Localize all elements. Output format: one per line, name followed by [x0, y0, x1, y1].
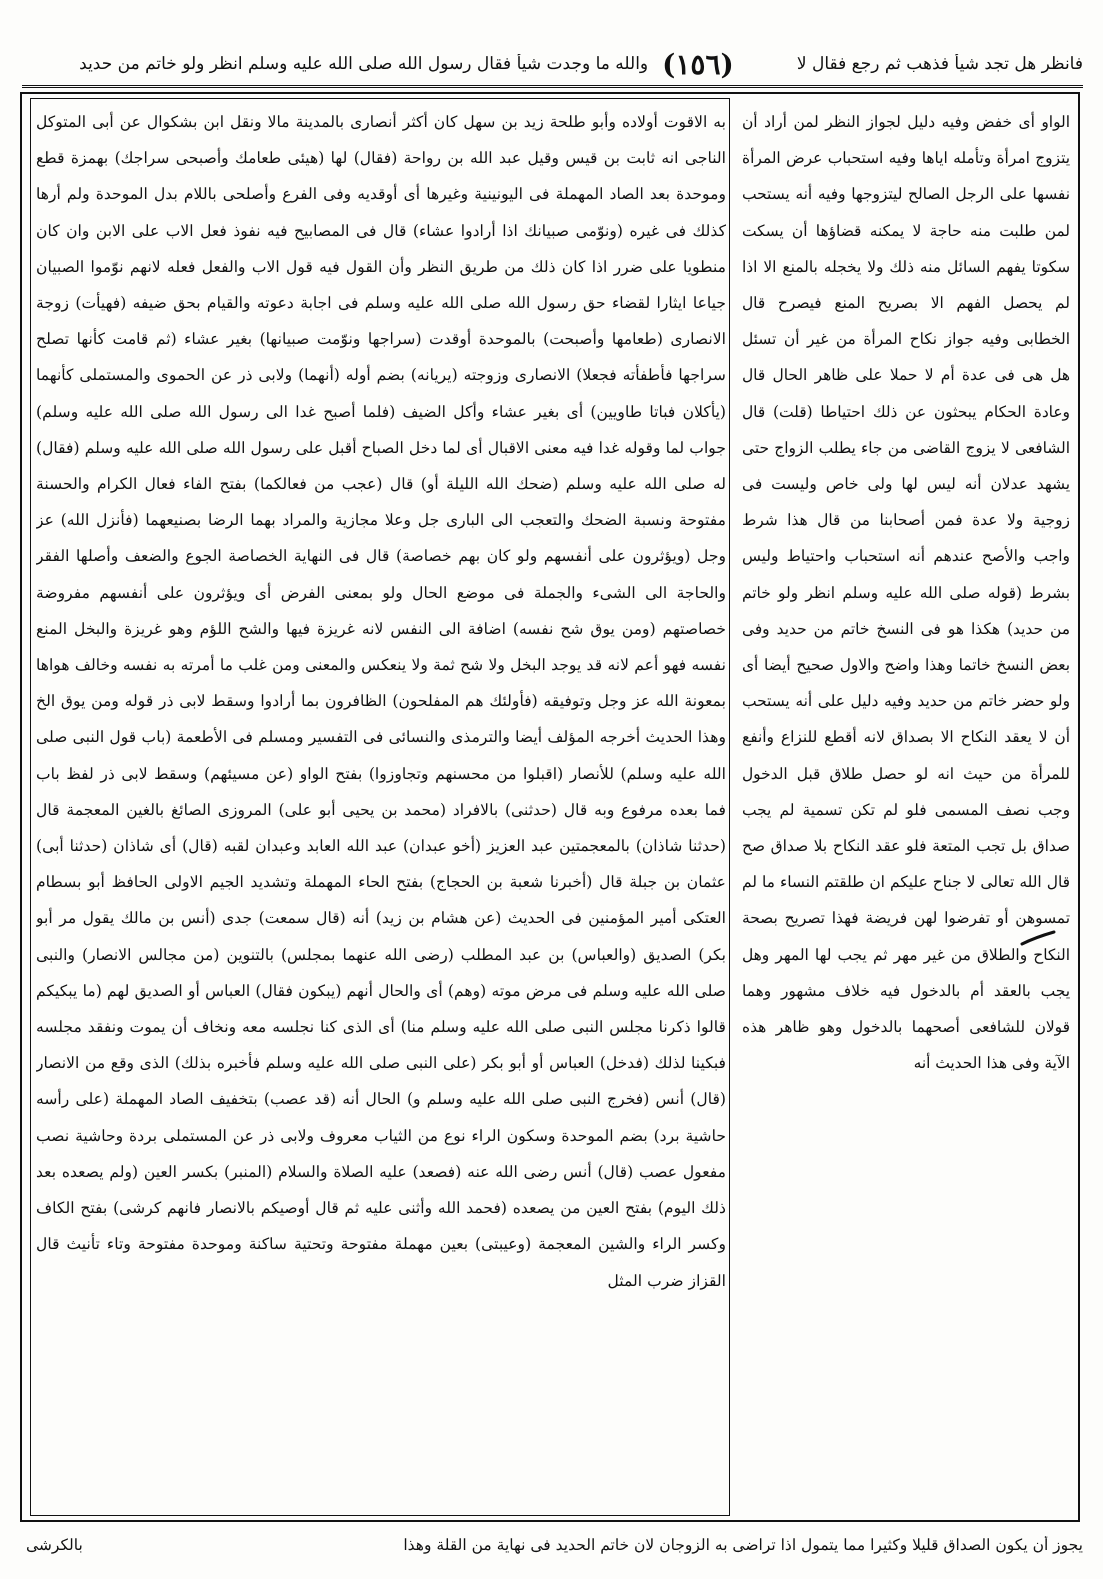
header-text-right: فانظر هل تجد شيأ فذهب ثم رجع فقال لا [796, 54, 1083, 74]
footer-text: يجوز أن يكون الصداق قليلا وكثيرا مما يتمول اذا تراضى به الزوجان لان خاتم الحديد فى نهاية من القلة وهذا [403, 1536, 1083, 1554]
main-text-column [36, 104, 726, 1510]
margin-commentary-text: الواو أى خفض وفيه دليل لجواز النظر لمن أراد أن يتزوج امرأة وتأمله اياها وفيه استحباب عرض المرأة نفسها على الرجل الصالح ليتزوجها وفيه أنه يستحب لمن طلبت منه حاجة لا يمكنه قضاؤها أن يسكت سكوتا يفهم السائل منه ذلك ولا يخجله بالمنع الا اذا لم يحصل الفهم الا بصريح المنع فيصرح قال الخطابى وفيه جواز نكاح المرأة من غير أن تسئل هل هى فى عدة أم لا حملا على ظاهر الحال قال وعادة الحكام يبحثون عن ذلك احتياطا (قلت) قال الشافعى لا يزوج القاضى من جاء يطلب الزواج حتى يشهد عدلان أنه ليس لها ولى خاص وليست فى زوجية ولا عدة فمن أصحابنا من قال هذا شرط واجب والأصح عندهم أنه استحباب واحتياط وليس بشرط (قوله صلى الله عليه وسلم انظر ولو خاتم من حديد) هكذا هو فى النسخ خاتم من حديد وفى بعض النسخ خاتما وهذا واضح والاول صحيح أيضا أى ولو حضر خاتم من حديد وفيه دليل على أنه يستحب أن لا يعقد النكاح الا بصداق لانه أقطع للنزاع وأنفع للمرأة من حيث انه لو حصل طلاق قبل الدخول وجب نصف المسمى فلو لم تكن تسمية لم يجب صداق بل تجب المتعة فلو عقد النكاح بلا صداق صح قال الله تعالى لا جناح عليكم ان طلقتم النساء ما لم تمسوهن أو تفرضوا لهن فريضة فهذا تصريح بصحة النكاح والطلاق من غير مهر ثم يجب لها المهر وهل يجب بالعقد أم بالدخول فيه خلاف مشهور وهما قولان للشافعى أصحهما بالدخول وهو ظاهر هذه الآية وفى هذا الحديث أنه [742, 113, 1070, 1073]
margin-commentary-column [742, 104, 1070, 1510]
main-text: به الاقوت أولاده وأبو طلحة زيد بن سهل كان أكثر أنصارى بالمدينة مالا ونقل ابن بشكوال عن أبى المتوكل الناجى انه ثابت بن قيس وقيل عبد الله بن رواحة (فقال) لها (هيئى طعامك وأصبحى سراجك) بهمزة قطع وموحدة بعد الصاد المهملة فى اليونينية وغيرها أى أوقديه وفى الفرع وأصلحى باللام بدل الموحدة ولم أرها كذلك فى غيره (ونوّمى صبيانك اذا أرادوا عشاء) قال فى المصابيح فيه نفوذ فعل الاب على الابن وان كان منطويا على ضرر اذا كان ذلك من طريق النظر وأن القول فيه قول الاب والفعل فعله لانهم نوّموا الصبيان جياعا ايثارا لقضاء حق رسول الله صلى الله عليه وسلم فى اجابة دعوته والقيام بحق ضيفه (فهيأت) زوجة الانصارى (طعامها وأصبحت) بالموحدة أوقدت (سراجها ونوّمت صبيانها) بغير عشاء (ثم قامت كأنها تصلح سراجها فأطفأته فجعلا) الانصارى وزوجته (يريانه) بضم أوله (أنهما) ولابى ذر عن الحموى والمستملى كأنهما (يأكلان فباتا طاويين) أى بغير عشاء وأكل الضيف (فلما أصبح غدا الى رسول الله صلى الله عليه وسلم) جواب لما وقوله غدا فيه معنى الاقبال أى لما دخل الصباح أقبل على رسول الله صلى الله عليه وسلم (فقال) له صلى الله عليه وسلم (ضحك الله الليلة أو) قال (عجب من فعالكما) بفتح الفاء فعال الكرام والحسنة مفتوحة ونسبة الضحك والتعجب الى البارى جل وعلا مجازية والمراد بهما الرضا بصنيعهما (فأنزل الله) عز وجل (ويؤثرون على أنفسهم ولو كان بهم خصاصة) قال فى النهاية الخصاصة الجوع والضعف وأصلها الفقر والحاجة الى الشىء والجملة فى موضع الحال ولو بمعنى الفرض أى ويؤثرون على أنفسهم مفروضة خصاصتهم (ومن يوق شح نفسه) اضافة الى النفس لانه غريزة فيها والشح اللؤم وهو غريزة والبخل المنع نفسه فهو أعم لانه قد يوجد البخل ولا شح ثمة ولا ينعكس والمعنى ومن غلب ما أمرته به نفسه وخالف هواها بمعونة الله عز وجل وتوفيقه (فأولئك هم المفلحون) الظافرون بما أرادوا وسقط لابى ذر قوله ومن يوق الخ وهذا الحديث أخرجه المؤلف أيضا والترمذى والنسائى فى التفسير ومسلم فى الأطعمة (باب قول النبى صلى الله عليه وسلم) للأنصار (اقبلوا من محسنهم وتجاوزوا) بفتح الواو (عن مسيئهم) وسقط لابى ذر لفظ باب فما بعده مرفوع وبه قال (حدثنى) بالافراد (محمد بن يحيى أبو على) المروزى الصائغ بالغين المعجمة قال (حدثنا شاذان) بالمعجمتين عبد العزيز (أخو عبدان) عبد الله العابد وعبدان لقبه (قال) أى شاذان (حدثنا أبى) عثمان بن جبلة قال (أخبرنا شعبة بن الحجاج) بفتح الحاء المهملة وتشديد الجيم الاولى الحافظ أبو بسطام العتكى أمير المؤمنين فى الحديث (عن هشام بن زيد) أنه (قال سمعت) جدى (أنس بن مالك يقول مر أبو بكر) الصديق (والعباس) بن عبد المطلب (رضى الله عنهما بمجلس) بالتنوين (من مجالس الانصار) والنبى صلى الله عليه وسلم فى مرض موته (وهم) أى والحال أنهم (يبكون فقال) العباس أو الصديق لهم (ما يبكيكم قالوا ذكرنا مجلس النبى صلى الله عليه وسلم منا) أى الذى كنا نجلسه معه ونخاف أن يموت ونفقد مجلسه فبكينا لذلك (فدخل) العباس أو أبو بكر (على النبى صلى الله عليه وسلم فأخبره بذلك) الذى وقع من الانصار (قال) أنس (فخرج النبى صلى الله عليه وسلم و) الحال أنه (قد عصب) بتخفيف الصاد المهملة (على رأسه حاشية برد) بضم الموحدة وسكون الراء نوع من الثياب معروف ولابى ذر عن المستملى بردة وحاشية نصب مفعول عصب (قال) أنس رضى الله عنه (فصعد) عليه الصلاة والسلام (المنبر) بكسر العين (ولم يصعده بعد ذلك اليوم) بفتح العين من يصعده (فحمد الله وأثنى عليه ثم قال أوصيكم بالانصار فانهم كرشى) بفتح الكاف وكسر الراء والشين المعجمة (وعيبتى) بعين مهملة مفتوحة وتحتية ساكنة وموحدة مفتوحة وتاء تأنيث قال القزاز ضرب المثل [36, 113, 726, 1290]
page-number: (١٥٦) [662, 47, 734, 81]
page-footer [26, 1536, 1083, 1566]
pen-mark-icon [1020, 930, 1056, 946]
header-text-left: والله ما وجدت شيأ فقال رسول الله صلى الله عليه وسلم انظر ولو خاتم من حديد [79, 54, 649, 74]
page-header [30, 40, 1083, 88]
catchword: بالكرشى [26, 1536, 83, 1554]
header-rule [22, 85, 1083, 88]
